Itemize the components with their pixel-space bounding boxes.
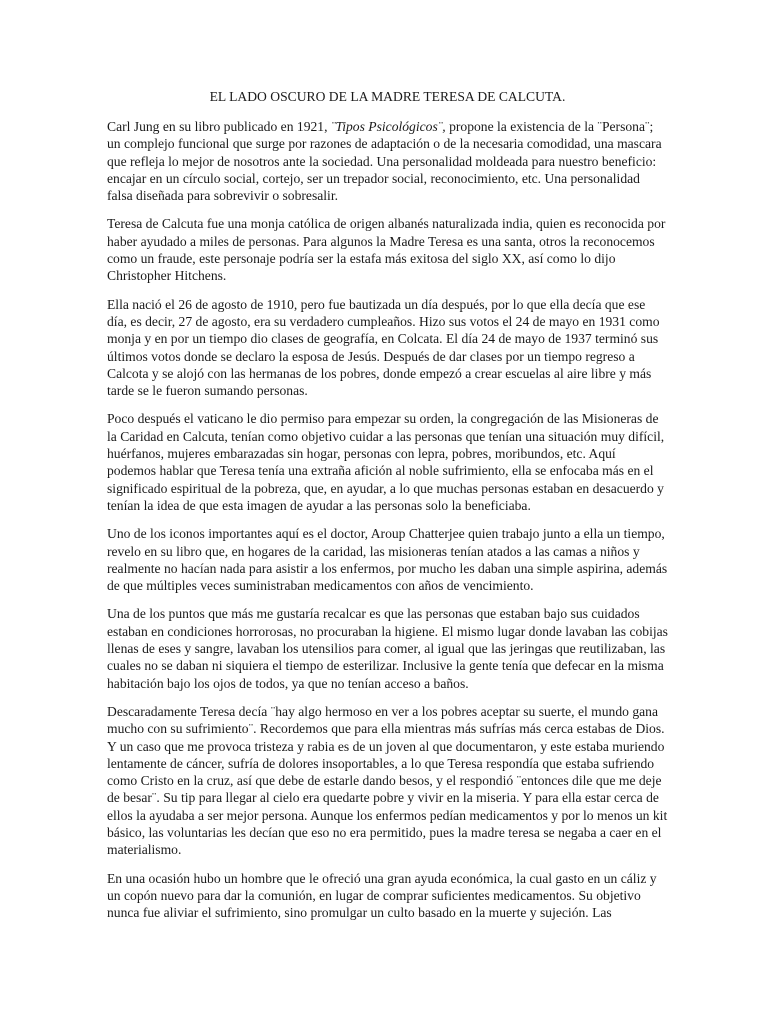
paragraph-4: Poco después el vaticano le dio permiso para empezar su orden, la congregación de las Misioneras de la Caridad en Calcuta, tenían como objetivo cuidar a las personas que tenían una situación muy difícil, huérfanos, mujeres embarazadas sin hogar, personas con lepra, pobres, moribundos, etc. Aquí podemos hablar que Teresa tenía una extraña afición al noble sufrimiento, ella se enfocaba más en el significado espiritual de la pobreza, que, en ayudar, a lo que muchas personas estaban en desacuerdo y tenían la idea de que esta imagen de ayudar a las personas solo la beneficiaba. [107, 411, 665, 513]
paragraph-1 [107, 118, 668, 204]
paragraph-6: Una de los puntos que más me gustaría recalcar es que las personas que estaban bajo sus cuidados estaban en condiciones horrorosas, no procuraban la higiene. El mismo lugar donde lavaban las cobijas llenas de eses y sangre, lavaban los utensilios para comer, al igual que las jeringas que reutilizaban, las cuales no se daban ni siquiera el tiempo de esterilizar. Inclusive la gente tenía que defecar en la misma habitación bajo los ojos de todos, ya que no tenían acceso a baños. [107, 606, 668, 691]
paragraph-5: Uno de los iconos importantes aquí es el doctor, Aroup Chatterjee quien trabajo junto a ella un tiempo, revelo en su libro que, en hogares de la caridad, las misioneras tenían atados a las camas a niños y realmente no hacían nada para asistir a los enfermos, por mucho les daban una simple aspirina, además de que múltiples veces suministraban medicamentos con años de vencimiento. [107, 526, 668, 594]
paragraph-2: Teresa de Calcuta fue una monja católica de origen albanés naturalizada india, quien es reconocida por haber ayudado a miles de personas. Para algunos la Madre Teresa es una santa, otros la reconocemos como un fraude, este personaje podría ser la estafa más exitosa del siglo XX, así como lo dijo Christopher Hitchens. [107, 216, 666, 284]
paragraph-8: En una ocasión hubo un hombre que le ofreció una gran ayuda económica, la cual gasto en un cáliz y un copón nuevo para dar la comunión, en lugar de comprar suficientes medicamentos. Su objetivo nunca fue aliviar el sufrimiento, sino promulgar un culto basado en la muerte y sujeción. Las [107, 870, 657, 921]
paragraph-1-body: propone la existencia de la ¨Persona¨; un complejo funcional que surge por razones de adaptación o de la necesaria comodidad, una mascara que refleja lo mejor de nosotros ante la sociedad. Una personalidad moldeada para nuestro beneficio: encajar en un círculo social, cortejo, ser un trepador social, reconocimiento, etc. Una personalidad falsa diseñada para sobrevivir o sobresalir. [107, 119, 662, 204]
book-title: ¨Tipos Psicológicos¨, [330, 119, 446, 134]
paragraph-3: Ella nació el 26 de agosto de 1910, pero fue bautizada un día después, por lo que ella decía que ese día, es decir, 27 de agosto, era su verdadero cumpleaños. Hizo sus votos el 24 de mayo en 1931 como monja y en por un tiempo dio clases de geografía, en Colcata. El día 24 de mayo de 1937 terminó sus últimos votos donde se declaro la esposa de Jesús. Después de dar clases por un tiempo regreso a Calcota y se alojó con las hermanas de los pobres, donde empezó a crear escuelas al aire libre y más tarde se le fueron sumando personas. [107, 296, 660, 399]
paragraph-1-intro: Carl Jung en su libro publicado en 1921, [107, 119, 331, 134]
document-title: EL LADO OSCURO DE LA MADRE TERESA DE CALCUTA. [209, 89, 566, 104]
paragraph-7: Descaradamente Teresa decía ¨hay algo hermoso en ver a los pobres aceptar su suerte, el mundo gana mucho con su sufrimiento¨. Recordemos que para ella mientras más sufrías más cerca estabas de Dios. Y un caso que me provoca tristeza y rabia es de un joven al que documentaron, y este estaba muriendo lentamente de cáncer, sufría de dolores insoportables, a lo que Teresa respondía que estaba sufriendo como Cristo en la cruz, así que debe de estarle dando besos, y el respondió ¨entonces dile que me deje de besar¨. Su tip para llegar al cielo era quedarte pobre y vivir en la miseria. Y para ella estar cerca de ellos la ayudaba a ser mejor persona. Aunque los enfermos pedían medicamentos y por lo menos un kit básico, las voluntarias les decían que eso no era permitido, pues la madre teresa se negaba a caer en el materialismo. [107, 703, 668, 858]
